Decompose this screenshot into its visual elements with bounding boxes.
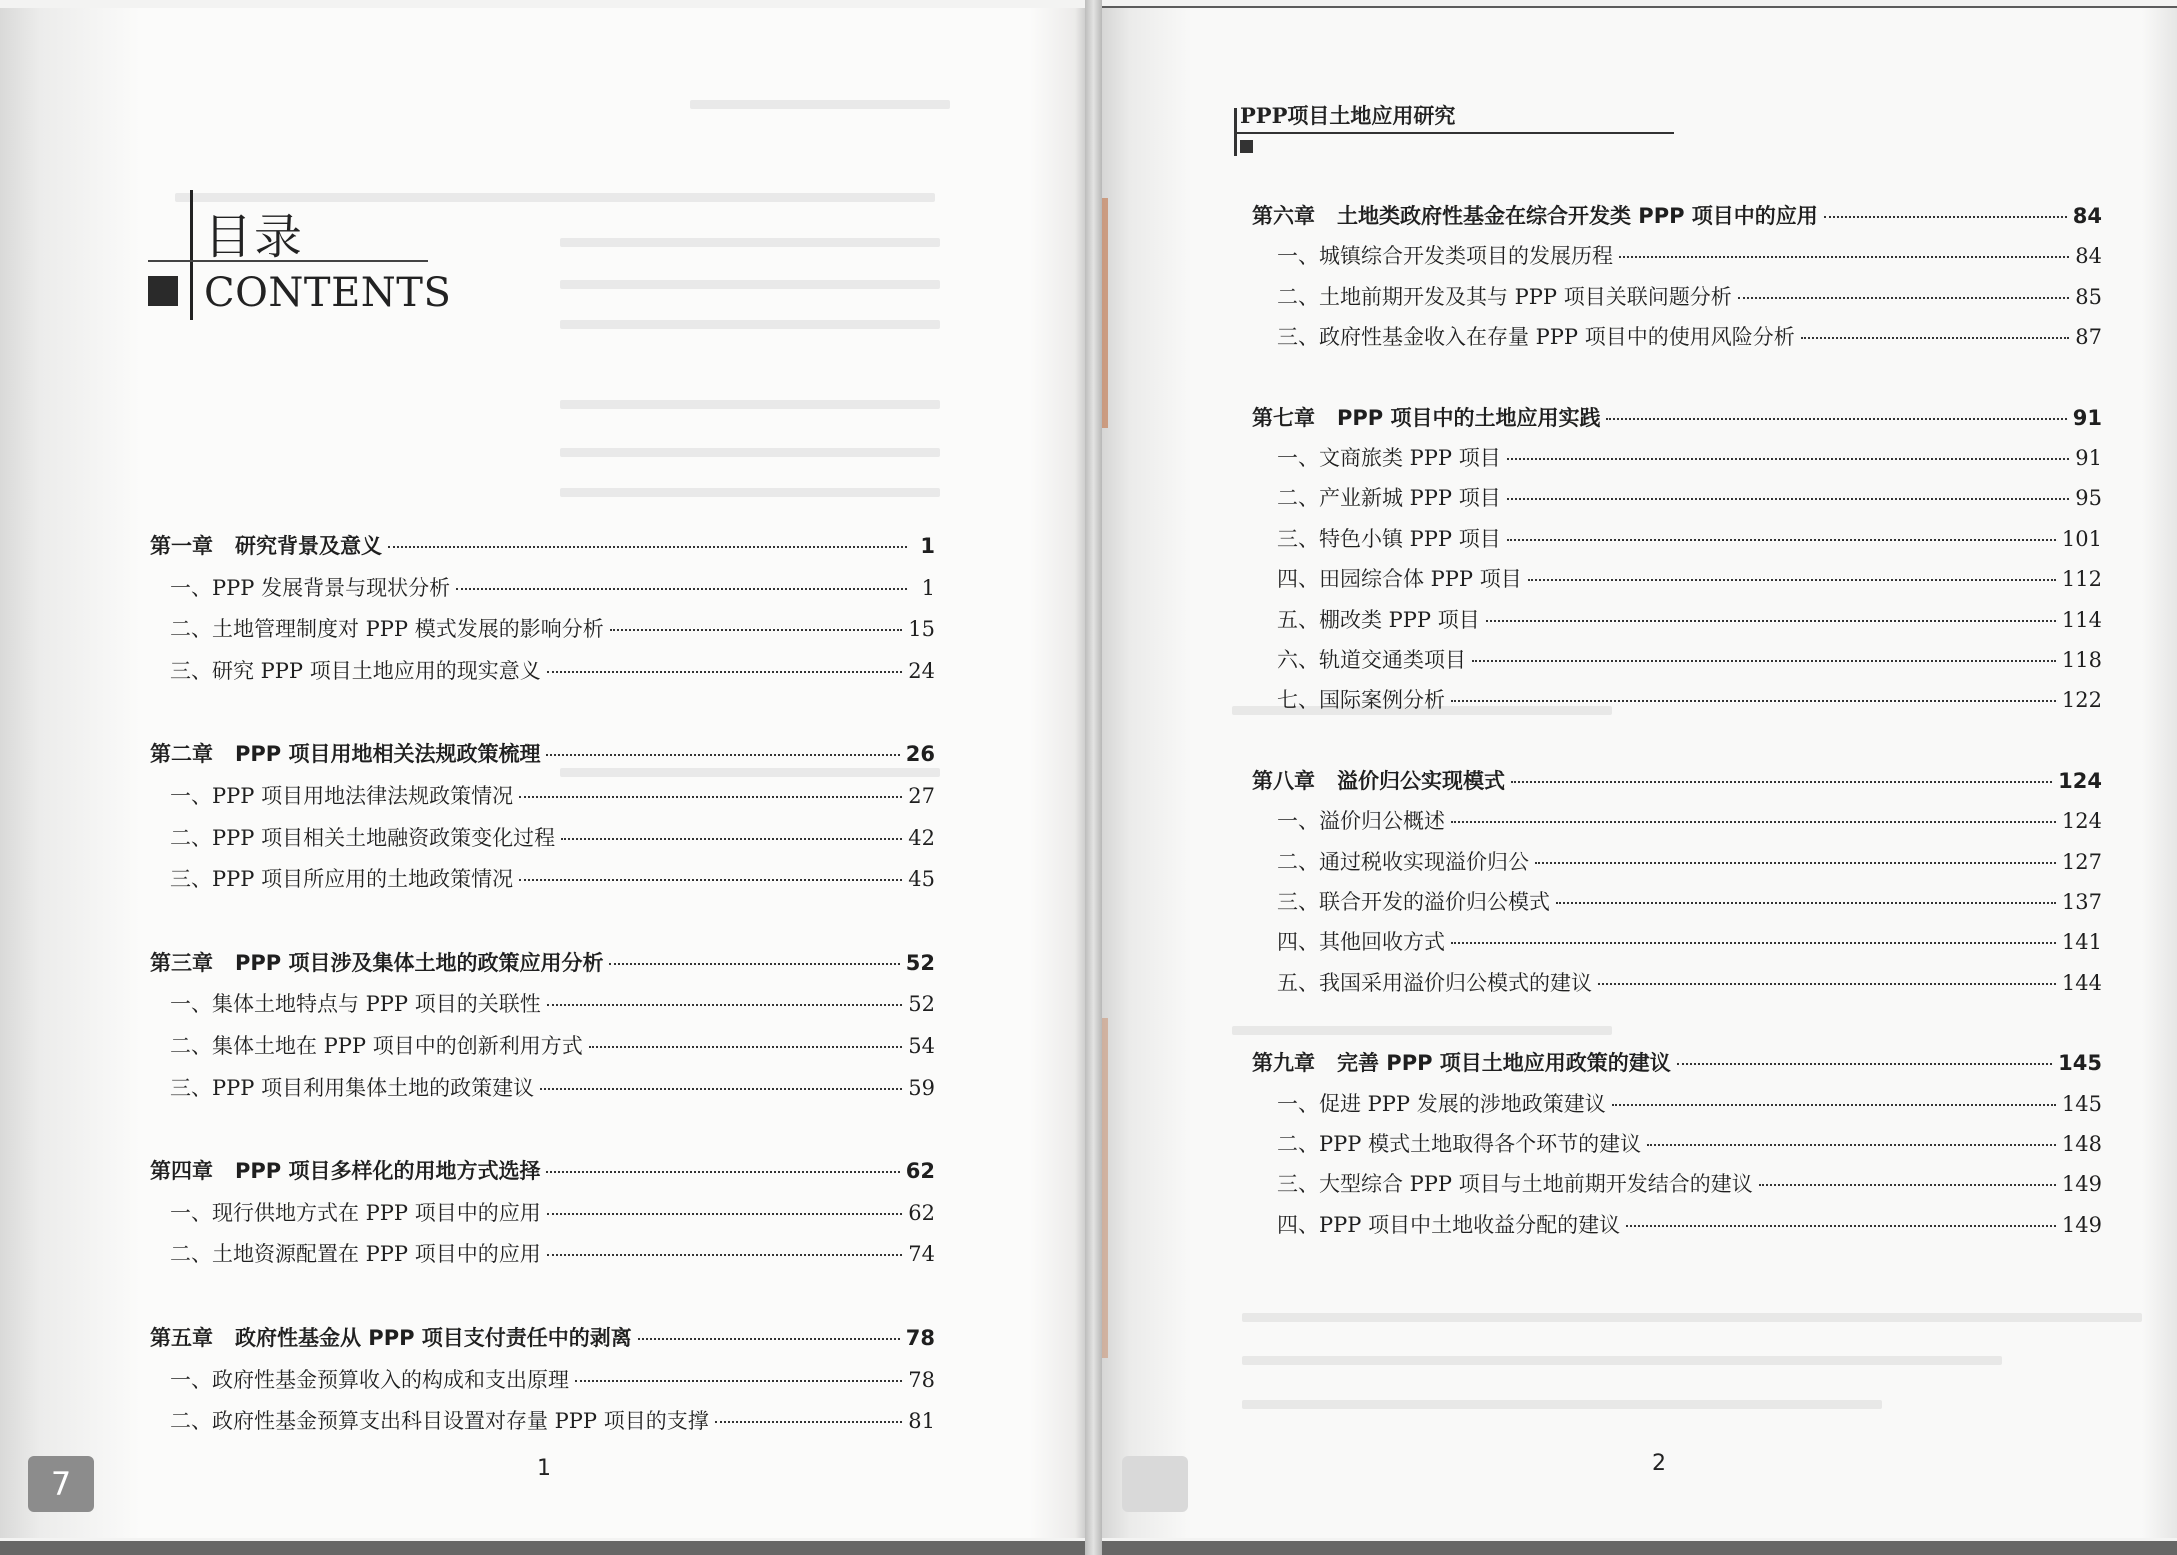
dot-leader xyxy=(519,796,902,798)
toc-chapter xyxy=(1252,200,2102,230)
section-title: 二、PPP 项目相关土地融资政策变化过程 xyxy=(170,825,556,850)
dot-leader xyxy=(589,1046,903,1048)
chapter-page: 91 xyxy=(2072,405,2102,430)
section-page: 145 xyxy=(2061,1091,2102,1116)
toc-section xyxy=(170,613,935,643)
toc-chapter xyxy=(150,738,935,768)
dot-leader xyxy=(1606,418,2066,420)
section-page: 27 xyxy=(908,784,935,808)
section-title: 二、产业新城 PPP 项目 xyxy=(1277,486,1501,511)
toc-section xyxy=(1277,967,2102,997)
toc-section xyxy=(1277,1168,2102,1198)
section-page: 148 xyxy=(2061,1132,2102,1156)
dot-leader xyxy=(1647,1144,2056,1146)
section-page: 52 xyxy=(908,992,935,1017)
toc-section xyxy=(1277,1128,2102,1158)
chapter-page: 78 xyxy=(905,1326,935,1350)
dot-leader xyxy=(561,838,902,840)
dot-leader xyxy=(1507,498,2070,500)
chapter-title: PPP 项目多样化的用地方式选择 xyxy=(235,1159,541,1184)
chapter-title: PPP 项目涉及集体土地的政策应用分析 xyxy=(235,950,604,975)
chapter-title: 溢价归公实现模式 xyxy=(1337,768,1505,793)
toc-section xyxy=(1277,523,2102,553)
dot-leader xyxy=(1556,902,2056,904)
toc-section xyxy=(170,822,935,852)
section-title: 三、联合开发的溢价归公模式 xyxy=(1277,890,1550,914)
toc-section xyxy=(1277,281,2102,311)
toc-chapter xyxy=(1252,1047,2102,1077)
section-page: 124 xyxy=(2061,809,2102,834)
section-title: 二、土地管理制度对 PPP 模式发展的影响分析 xyxy=(170,617,604,642)
dot-leader xyxy=(1619,256,2069,258)
section-title: 四、PPP 项目中土地收益分配的建议 xyxy=(1277,1212,1621,1237)
toc-section xyxy=(170,1197,935,1227)
section-page: 42 xyxy=(908,825,935,850)
section-page: 59 xyxy=(908,1075,935,1100)
section-title: 一、促进 PPP 发展的涉地政策建议 xyxy=(1277,1091,1606,1116)
dot-leader xyxy=(540,1088,902,1090)
left-page xyxy=(0,8,1085,1538)
section-title: 二、集体土地在 PPP 项目中的创新利用方式 xyxy=(170,1034,583,1058)
dot-leader xyxy=(1451,821,2056,823)
toc-section xyxy=(170,1030,935,1060)
section-page: 78 xyxy=(908,1367,935,1392)
section-page: 118 xyxy=(2061,648,2102,672)
toc-section xyxy=(170,863,935,893)
section-page: 149 xyxy=(2061,1212,2102,1237)
chapter-title: PPP 项目中的土地应用实践 xyxy=(1337,405,1601,430)
section-page: 84 xyxy=(2075,244,2102,269)
section-title: 二、土地资源配置在 PPP 项目中的应用 xyxy=(170,1242,541,1267)
dot-leader xyxy=(1759,1184,2056,1186)
chapter-number: 第八章 xyxy=(1252,768,1315,793)
chapter-page: 124 xyxy=(2058,768,2102,793)
section-title: 一、政府性基金预算收入的构成和支出原理 xyxy=(170,1367,569,1392)
toc-section xyxy=(170,1238,935,1268)
chapter-title: 政府性基金从 PPP 项目支付责任中的剥离 xyxy=(235,1326,632,1350)
section-page: 24 xyxy=(908,658,935,683)
dot-leader xyxy=(1451,700,2056,702)
toc-chapter xyxy=(150,1155,935,1185)
section-page: 85 xyxy=(2075,284,2102,309)
section-title: 一、文商旅类 PPP 项目 xyxy=(1277,446,1501,470)
dot-leader xyxy=(715,1421,903,1423)
section-page: 149 xyxy=(2061,1172,2102,1197)
section-page: 137 xyxy=(2061,890,2102,914)
section-title: 三、PPP 项目利用集体土地的政策建议 xyxy=(170,1075,535,1100)
section-title: 二、PPP 模式土地取得各个环节的建议 xyxy=(1277,1132,1642,1156)
chapter-page: 26 xyxy=(905,742,935,767)
toc-chapter xyxy=(150,1322,935,1352)
dot-leader xyxy=(388,546,907,548)
dot-leader xyxy=(547,1213,903,1215)
dot-leader xyxy=(456,588,907,590)
section-page: 54 xyxy=(908,1034,935,1058)
section-title: 一、现行供地方式在 PPP 项目中的应用 xyxy=(170,1200,541,1225)
chapter-page: 1 xyxy=(920,534,935,558)
section-page: 112 xyxy=(2061,567,2102,592)
dot-leader xyxy=(519,879,902,881)
chapter-title: PPP 项目用地相关法规政策梳理 xyxy=(235,742,541,767)
toc-chapter xyxy=(150,947,935,977)
chapter-page: 52 xyxy=(905,950,935,975)
toc-section xyxy=(170,1405,935,1435)
toc-chapter xyxy=(150,530,935,560)
dot-leader xyxy=(1738,297,2070,299)
toc-section xyxy=(170,655,935,685)
dot-leader xyxy=(1511,781,2052,783)
toc-section xyxy=(1277,1088,2102,1118)
dot-leader xyxy=(610,629,903,631)
dot-leader xyxy=(575,1380,902,1382)
section-page: 81 xyxy=(908,1409,935,1434)
section-title: 三、特色小镇 PPP 项目 xyxy=(1277,526,1501,551)
dot-leader xyxy=(1507,539,2056,541)
dot-leader xyxy=(609,963,899,965)
dot-leader xyxy=(1801,337,2070,339)
toc-section xyxy=(1277,805,2102,835)
chapter-number: 第七章 xyxy=(1252,405,1315,430)
toc-title-english: CONTENTS xyxy=(204,270,452,316)
section-page: 1 xyxy=(921,575,935,600)
section-title: 一、城镇综合开发类项目的发展历程 xyxy=(1277,244,1613,269)
dot-leader xyxy=(1528,579,2056,581)
dot-leader xyxy=(1486,620,2056,622)
toc-section xyxy=(170,780,935,810)
section-page: 15 xyxy=(908,617,935,642)
section-title: 一、集体土地特点与 PPP 项目的关联性 xyxy=(170,992,541,1017)
toc-section xyxy=(1277,684,2102,714)
chapter-number: 第六章 xyxy=(1252,204,1315,228)
toc-chapter xyxy=(1252,765,2102,795)
chapter-number: 第三章 xyxy=(150,950,213,975)
dot-leader xyxy=(1598,983,2056,985)
dot-leader xyxy=(1612,1104,2056,1106)
edge-mark xyxy=(1102,198,1108,428)
section-page: 144 xyxy=(2061,970,2102,995)
chapter-title: 研究背景及意义 xyxy=(235,534,382,558)
dot-leader xyxy=(546,1171,899,1173)
dot-leader xyxy=(1535,862,2056,864)
page-bottom-edge xyxy=(0,1541,1085,1555)
chapter-number: 第九章 xyxy=(1252,1051,1315,1076)
section-title: 五、棚改类 PPP 项目 xyxy=(1277,607,1480,632)
toc-section xyxy=(1277,886,2102,916)
toc-section xyxy=(1277,240,2102,270)
toc-section xyxy=(1277,563,2102,593)
dot-leader xyxy=(1626,1225,2056,1227)
chapter-title: 土地类政府性基金在综合开发类 PPP 项目中的应用 xyxy=(1337,204,1818,228)
toc-section xyxy=(1277,604,2102,634)
page-number: 1 xyxy=(537,1456,551,1481)
dot-leader xyxy=(638,1338,900,1340)
chapter-page: 145 xyxy=(2058,1051,2102,1076)
section-title: 二、土地前期开发及其与 PPP 项目关联问题分析 xyxy=(1277,284,1732,309)
toc-section xyxy=(170,1072,935,1102)
toc-section xyxy=(170,572,935,602)
section-title: 三、政府性基金收入在存量 PPP 项目中的使用风险分析 xyxy=(1277,325,1795,350)
dot-leader xyxy=(1677,1063,2052,1065)
section-title: 四、田园综合体 PPP 项目 xyxy=(1277,567,1522,592)
dot-leader xyxy=(547,1254,903,1256)
chapter-number: 第一章 xyxy=(150,534,213,558)
toc-title: 目录 xyxy=(204,209,305,265)
title-square xyxy=(148,276,178,306)
section-title: 一、溢价归公概述 xyxy=(1277,809,1445,834)
section-title: 三、研究 PPP 项目土地应用的现实意义 xyxy=(170,658,541,683)
toc-section xyxy=(170,1364,935,1394)
section-page: 127 xyxy=(2061,849,2102,874)
page-number: 2 xyxy=(1652,1451,1666,1476)
toc-chapter xyxy=(1252,402,2102,432)
dot-leader xyxy=(1472,660,2056,662)
page-badge xyxy=(1122,1456,1188,1512)
toc-section xyxy=(1277,321,2102,351)
section-title: 六、轨道交通类项目 xyxy=(1277,648,1466,672)
section-page: 74 xyxy=(908,1242,935,1267)
toc-section xyxy=(1277,926,2102,956)
chapter-number: 第四章 xyxy=(150,1159,213,1184)
page-badge: 7 xyxy=(28,1456,94,1512)
section-page: 114 xyxy=(2061,607,2102,632)
dot-leader xyxy=(1507,458,2070,460)
dot-leader xyxy=(546,754,899,756)
running-head: PPP项目土地应用研究 xyxy=(1240,103,1456,128)
toc-section xyxy=(1277,644,2102,674)
running-head-square xyxy=(1240,140,1253,153)
page-bottom-edge xyxy=(1102,1541,2177,1555)
dot-leader xyxy=(1451,942,2056,944)
section-page: 95 xyxy=(2075,486,2102,511)
section-page: 87 xyxy=(2075,325,2102,350)
section-title: 二、通过税收实现溢价归公 xyxy=(1277,849,1529,874)
section-page: 122 xyxy=(2061,688,2102,713)
section-page: 62 xyxy=(908,1200,935,1225)
book-gutter xyxy=(1085,0,1102,1555)
section-title: 五、我国采用溢价归公模式的建议 xyxy=(1277,970,1592,995)
toc-section xyxy=(1277,442,2102,472)
section-page: 91 xyxy=(2075,446,2102,470)
right-page xyxy=(1102,8,2177,1538)
toc-section xyxy=(170,988,935,1018)
chapter-page: 62 xyxy=(905,1159,935,1184)
section-title: 一、PPP 项目用地法律法规政策情况 xyxy=(170,784,514,808)
running-head-rule xyxy=(1234,132,1674,134)
chapter-number: 第五章 xyxy=(150,1326,213,1350)
dot-leader xyxy=(547,1004,903,1006)
toc-section xyxy=(1277,1209,2102,1239)
section-title: 七、国际案例分析 xyxy=(1277,688,1445,713)
section-title: 一、PPP 发展背景与现状分析 xyxy=(170,575,451,600)
toc-section xyxy=(1277,482,2102,512)
chapter-title: 完善 PPP 项目土地应用政策的建议 xyxy=(1337,1051,1671,1076)
title-rule xyxy=(190,190,193,320)
section-title: 三、大型综合 PPP 项目与土地前期开发结合的建议 xyxy=(1277,1172,1753,1197)
section-title: 二、政府性基金预算支出科目设置对存量 PPP 项目的支撑 xyxy=(170,1409,709,1434)
chapter-page: 84 xyxy=(2072,204,2102,228)
section-title: 三、PPP 项目所应用的土地政策情况 xyxy=(170,867,514,892)
section-page: 45 xyxy=(908,867,935,892)
section-page: 141 xyxy=(2061,930,2102,955)
dot-leader xyxy=(547,671,903,673)
dot-leader xyxy=(1824,216,2067,218)
section-page: 101 xyxy=(2061,526,2102,551)
edge-mark xyxy=(1102,1018,1108,1358)
chapter-number: 第二章 xyxy=(150,742,213,767)
toc-section xyxy=(1277,846,2102,876)
section-title: 四、其他回收方式 xyxy=(1277,930,1445,955)
